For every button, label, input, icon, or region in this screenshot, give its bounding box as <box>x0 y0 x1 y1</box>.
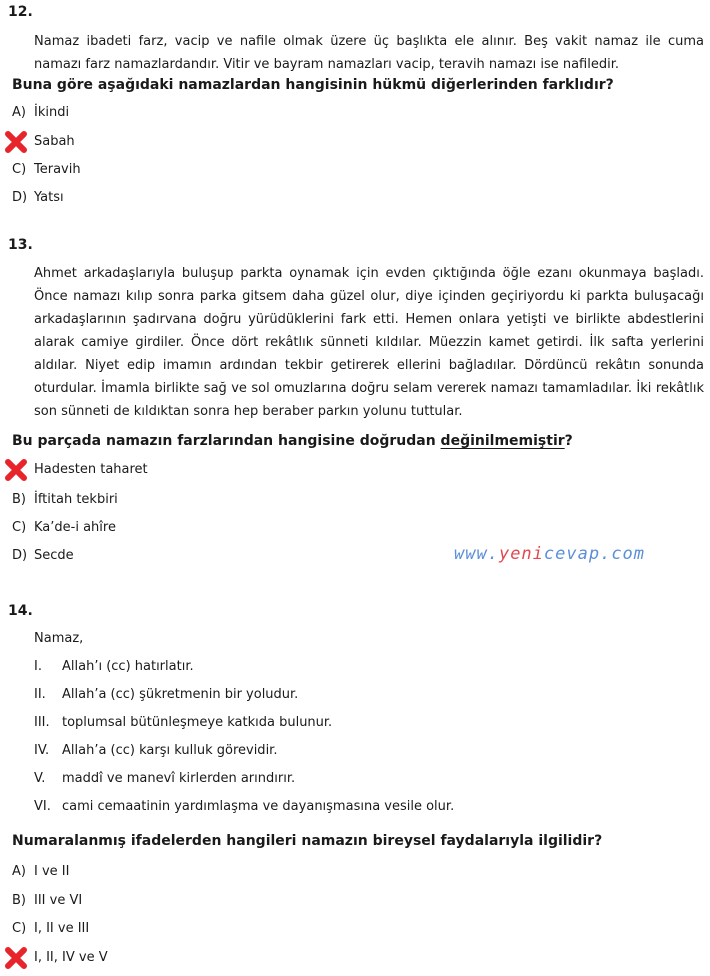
option-text: III ve VI <box>34 893 83 908</box>
watermark-prefix: www. <box>454 544 499 564</box>
option-letter: C) <box>12 520 27 535</box>
question-14-number: 14. <box>8 603 33 619</box>
statement-item <box>34 799 454 814</box>
statement-numeral: VI. <box>34 799 51 814</box>
statement-item <box>34 771 295 786</box>
question-14-option-b[interactable] <box>12 893 83 913</box>
statement-item <box>34 687 298 702</box>
statement-numeral: I. <box>34 659 42 674</box>
question-13-option-b[interactable] <box>12 492 118 512</box>
option-text: I, II, IV ve V <box>34 950 108 965</box>
option-letter: A) <box>12 864 26 879</box>
option-letter: A) <box>12 105 26 120</box>
question-13-number: 13. <box>8 237 33 253</box>
statement-text: toplumsal bütünleşmeye katkıda bulunur. <box>62 715 333 730</box>
question-14-intro: Namaz, <box>34 631 84 646</box>
option-text: I ve II <box>34 864 70 879</box>
question-12-paragraph: Namaz ibadeti farz, vacip ve nafile olmak üzere üç başlıkta ele alınır. Beş vakit namaz ile cuma namazı farz namazlardandır. Vitir ve bayram namazları vacip, teravih namazı ise nafiledir. <box>34 34 704 72</box>
statement-text: maddî ve manevî kirlerden arındırır. <box>62 771 296 786</box>
statement-numeral: IV. <box>34 743 50 758</box>
option-text: Teravih <box>34 162 81 177</box>
question-12-option-b[interactable] <box>12 134 75 154</box>
stem-end: ? <box>564 433 573 449</box>
statement-text: Allah’a (cc) şükretmenin bir yoludur. <box>62 687 299 702</box>
option-letter: C) <box>12 162 27 177</box>
option-text: Ka’de-i ahîre <box>34 520 116 535</box>
question-14-option-d[interactable] <box>12 950 108 970</box>
wrong-answer-x-icon <box>4 946 28 970</box>
question-12-number: 12. <box>8 4 33 20</box>
option-text: Sabah <box>34 134 75 149</box>
question-14-option-c[interactable] <box>12 921 90 941</box>
question-13-option-c[interactable] <box>12 520 116 540</box>
watermark-suffix: cevap.com <box>543 544 646 564</box>
statement-numeral: III. <box>34 715 50 730</box>
statement-item <box>34 743 277 758</box>
option-letter: D) <box>12 548 28 563</box>
option-letter: C) <box>12 921 27 936</box>
question-13-stem <box>12 433 573 449</box>
question-12-option-d[interactable] <box>12 190 64 210</box>
option-text: Hadesten taharet <box>34 462 148 477</box>
option-text: I, II ve III <box>34 921 90 936</box>
question-12-option-c[interactable] <box>12 162 81 182</box>
question-13-paragraph: Ahmet arkadaşlarıyla buluşup parkta oynamak için evden çıktığında öğle ezanı okunmaya başladı. Önce namazı kılıp sonra parka gitsem daha güzel olur, diye içinden geçiriyordu ki parkta buluşacağı arkadaşlarının şadırvana doğru yürüdüklerini fark etti. Hemen onlara yetişti ve birlikte abdestlerini alarak camiye girdiler. Önce dört rekâtlık sünneti kıldılar. Müezzin kamet getirdi. İlk safta yerlerini aldılar. Niyet edip imamın ardından tekbir getirerek ellerini bağladılar. Dördüncü rekâtın sonunda oturdular. İmamla birlikte sağ ve sol omuzlarına doğru selam vererek namazı tamamladılar. İki rekâtlık son sünneti de kıldıktan sonra hep beraber parkın yolunu tuttular. <box>34 266 704 419</box>
question-14-stem: Numaralanmış ifadelerden hangileri namazın bireysel faydalarıyla ilgilidir? <box>12 833 603 849</box>
option-text: Yatsı <box>34 190 64 205</box>
question-14-option-a[interactable] <box>12 864 70 884</box>
watermark-accent: yeni <box>498 544 544 564</box>
option-text: Secde <box>34 548 74 563</box>
statement-item <box>34 715 332 730</box>
option-text: İkindi <box>34 105 70 120</box>
statement-numeral: II. <box>34 687 46 702</box>
question-12-option-a[interactable] <box>12 105 70 125</box>
statement-text: cami cemaatinin yardımlaşma ve dayanışmasına vesile olur. <box>62 799 455 814</box>
option-letter: B) <box>12 893 26 908</box>
stem-emphasis: değinilmemiştir <box>440 433 565 449</box>
statement-text: Allah’ı (cc) hatırlatır. <box>62 659 194 674</box>
option-letter: B) <box>12 492 26 507</box>
wrong-answer-x-icon <box>4 130 28 154</box>
option-text: İftitah tekbiri <box>34 492 118 507</box>
statement-numeral: V. <box>34 771 46 786</box>
question-13-option-d[interactable] <box>12 548 74 568</box>
stem-text: Bu parçada namazın farzlarından hangisine doğrudan <box>12 433 441 449</box>
statement-item <box>34 659 194 674</box>
question-13-option-a[interactable] <box>12 462 148 482</box>
question-12-stem: Buna göre aşağıdaki namazlardan hangisinin hükmü diğerlerinden farklıdır? <box>12 77 614 93</box>
wrong-answer-x-icon <box>4 458 28 482</box>
option-letter: D) <box>12 190 28 205</box>
statement-text: Allah’a (cc) karşı kulluk görevidir. <box>62 743 278 758</box>
watermark-logo <box>454 544 645 564</box>
